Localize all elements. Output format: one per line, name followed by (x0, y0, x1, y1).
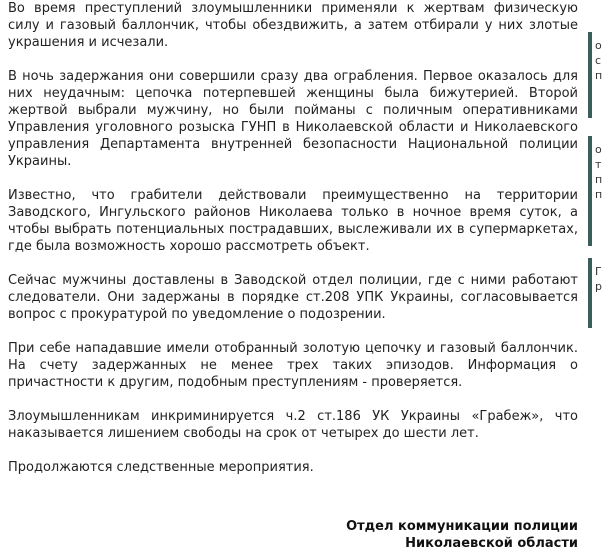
related-news-sidebar (588, 0, 602, 550)
article-paragraph: Известно, что грабители действовали преимущественно на территории Заводского, Ингульского районов Николаева только в ночное время суток, а чтобы выбрать потенциальных пострадавших, выслеживали их в супермаркетах, где была возможность хорошо рассмотреть объект. (8, 188, 578, 254)
sidebar-entry-text: п (595, 69, 602, 82)
article-paragraph: Продолжаются следственные мероприятия. (8, 460, 314, 475)
article-body (8, 0, 578, 493)
sidebar-entry-text: р (595, 280, 602, 293)
sidebar-entry[interactable] (588, 136, 602, 246)
signature-line: Николаевской области (405, 536, 578, 551)
article-paragraph: В ночь задержания они совершили сразу два ограбления. Первое оказалось для них неудачным: цепочка потерпевшей женщины была бижутерией. Второй жертвой выбрали мужчину, но были пойманы с поличным оперативниками Управления уголовного розыска ГУНП в Николаевской области и Николаевского управления Департамента внутренней безопасности Национальной полиции Украины. (8, 69, 578, 169)
signature-line: Отдел коммуникации полиции (346, 519, 578, 534)
article-paragraph: При себе нападавшие имели отобранный золотую цепочку и газовый баллончик. На счету задержанных не менее трех таких эпизодов. Информация о причастности к другим, подобным преступлениям - проверяется. (8, 341, 578, 390)
sidebar-entry-text: Г (595, 265, 602, 278)
sidebar-entry-text: с (595, 54, 602, 67)
sidebar-entry-text: о (595, 39, 602, 52)
sidebar-entry[interactable] (588, 258, 602, 328)
sidebar-entry-text: т (595, 158, 602, 171)
sidebar-entry[interactable] (588, 32, 602, 118)
sidebar-entry-text: п (595, 188, 602, 201)
article-paragraph: Злоумышленникам инкриминируется ч.2 ст.186 УК Украины «Грабеж», что наказывается лишением свободы на срок от четырех до шести лет. (8, 409, 578, 441)
article-paragraph: Сейчас мужчины доставлены в Заводской отдел полиции, где с ними работают следователи. Они задержаны в порядке ст.208 УПК Украины, согласовывается вопрос с прокуратурой по уведомление о подозрении. (8, 273, 578, 322)
sidebar-entry-text: о (595, 143, 602, 156)
signature (8, 518, 578, 552)
article-paragraph: Во время преступлений злоумышленники применяли к жертвам физическую силу и газовый баллончик, чтобы обездвижить, а затем отбирали у них злотые украшения и исчезали. (8, 1, 578, 50)
sidebar-entry-text: п (595, 173, 602, 186)
